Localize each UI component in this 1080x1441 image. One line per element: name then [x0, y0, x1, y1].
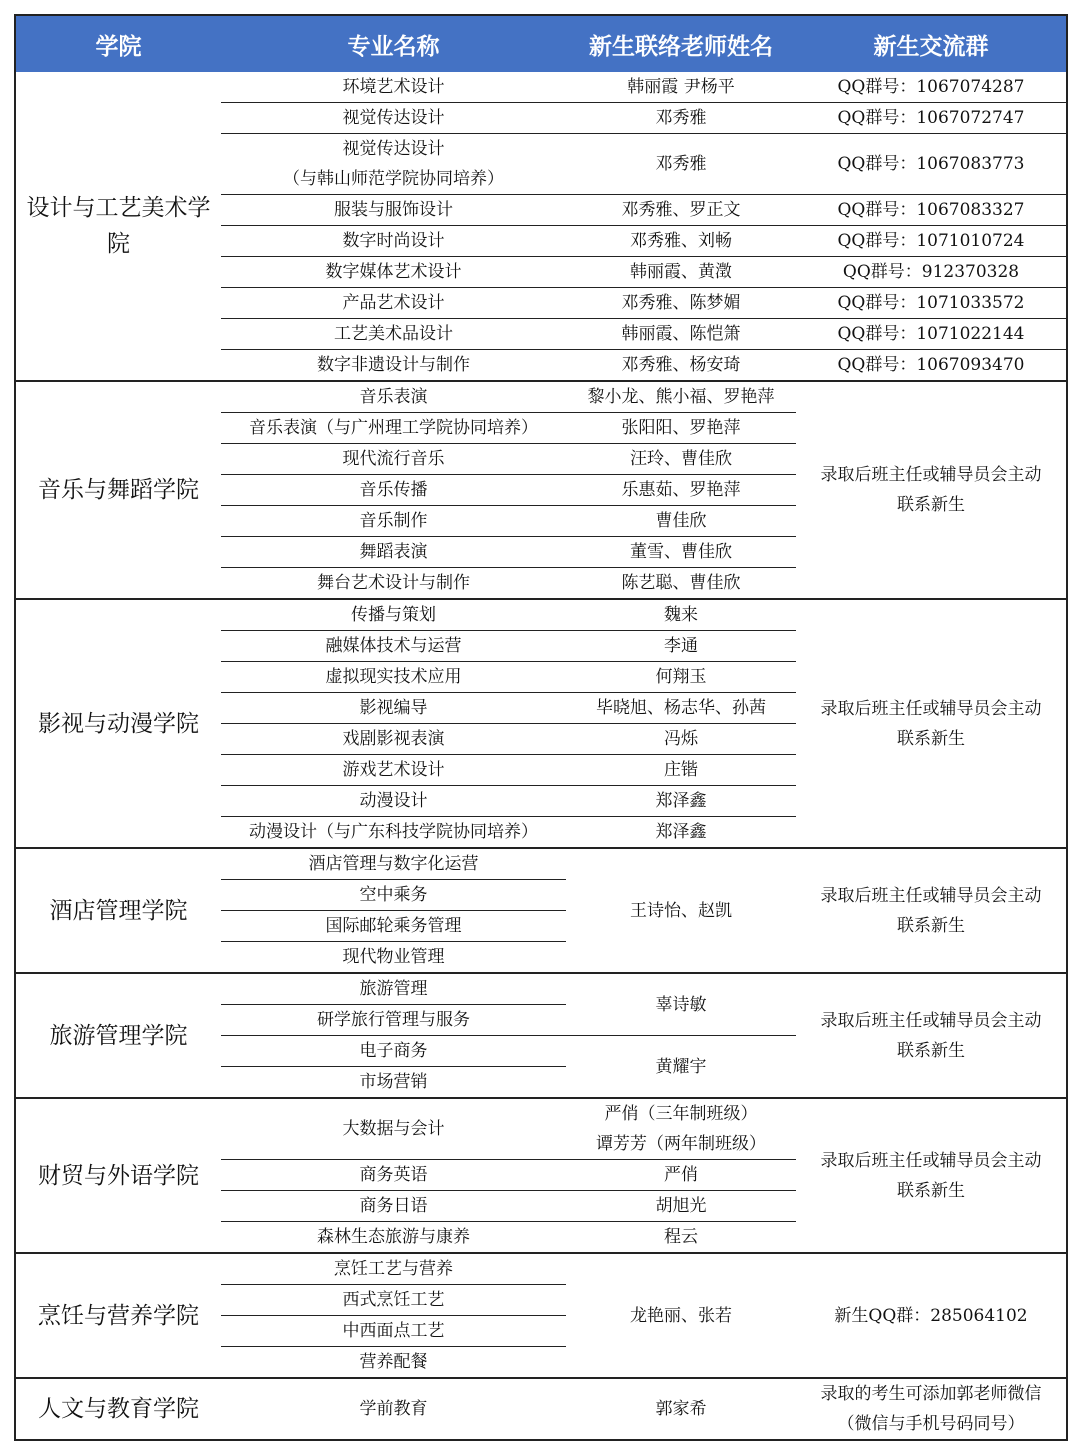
table-row	[15, 381, 1067, 413]
teacher-names	[566, 1098, 796, 1160]
group-info-line: 录取后班主任或辅导员会主动	[820, 1010, 1042, 1031]
table-row	[15, 1098, 1067, 1160]
qq-group: QQ群号：1067074287	[796, 72, 1067, 103]
major-name: 音乐表演（与广州理工学院协同培养）	[221, 413, 566, 444]
major-name: 烹饪工艺与营养	[221, 1253, 566, 1285]
college-name: 设计与工艺美术学院	[15, 72, 221, 381]
group-info-line: （微信与手机号码同号）	[837, 1414, 1025, 1434]
group-info-line: 联系新生	[897, 728, 965, 749]
group-info-line: 录取的考生可添加郭老师微信	[820, 1384, 1042, 1404]
teacher-names: 王诗怡、赵凯	[566, 848, 796, 973]
table-row	[15, 1378, 1067, 1440]
teacher-names: 邓秀雅、陈梦媚	[566, 288, 796, 319]
major-name-line: （与韩山师范学院协同培养）	[283, 169, 504, 189]
teacher-names: 何翔玉	[566, 662, 796, 693]
qq-group: QQ群号：1071010724	[796, 226, 1067, 257]
college-name: 烹饪与营养学院	[15, 1253, 221, 1378]
teacher-names: 龙艳丽、张若	[566, 1253, 796, 1378]
major-name: 影视编导	[221, 693, 566, 724]
major-name: 传播与策划	[221, 599, 566, 631]
teacher-names: 冯烁	[566, 724, 796, 755]
major-name: 现代流行音乐	[221, 444, 566, 475]
major-name: 音乐传播	[221, 475, 566, 506]
qq-group: QQ群号：1067072747	[796, 103, 1067, 134]
table-row	[15, 599, 1067, 631]
major-name: 舞台艺术设计与制作	[221, 568, 566, 600]
table-row	[15, 72, 1067, 103]
group-info	[796, 1378, 1067, 1440]
teacher-names: 乐惠茹、罗艳萍	[566, 475, 796, 506]
teacher-names: 邓秀雅	[566, 103, 796, 134]
teacher-names: 郭家希	[566, 1378, 796, 1440]
teacher-names: 庄锴	[566, 755, 796, 786]
major-name: 戏剧影视表演	[221, 724, 566, 755]
major-name: 游戏艺术设计	[221, 755, 566, 786]
group-info-line: 联系新生	[897, 915, 965, 936]
teacher-names: 韩丽霞、陈恺箫	[566, 319, 796, 350]
major-name: 工艺美术品设计	[221, 319, 566, 350]
teacher-names: 魏来	[566, 599, 796, 631]
group-info-line: 录取后班主任或辅导员会主动	[820, 465, 1042, 485]
qq-group: QQ群号：1071022144	[796, 319, 1067, 350]
major-name: 大数据与会计	[221, 1098, 566, 1160]
major-name: 营养配餐	[221, 1347, 566, 1379]
table-row	[15, 973, 1067, 1005]
major-name: 融媒体技术与运营	[221, 631, 566, 662]
teacher-names: 程云	[566, 1222, 796, 1254]
teacher-names: 张阳阳、罗艳萍	[566, 413, 796, 444]
header-group: 新生交流群	[796, 15, 1067, 72]
college-name: 旅游管理学院	[15, 973, 221, 1098]
major-name: 商务英语	[221, 1160, 566, 1191]
major-name: 空中乘务	[221, 880, 566, 911]
teacher-names: 韩丽霞 尹杨平	[566, 72, 796, 103]
teacher-names: 李通	[566, 631, 796, 662]
teacher-names: 辜诗敏	[566, 973, 796, 1036]
college-name: 人文与教育学院	[15, 1378, 221, 1440]
teacher-names: 汪玲、曹佳欣	[566, 444, 796, 475]
major-name: 虚拟现实技术应用	[221, 662, 566, 693]
major-name: 数字时尚设计	[221, 226, 566, 257]
teacher-names: 黎小龙、熊小福、罗艳萍	[566, 381, 796, 413]
group-info-line: 录取后班主任或辅导员会主动	[820, 885, 1042, 906]
qq-group: QQ群号：1067093470	[796, 350, 1067, 382]
table-row	[15, 1253, 1067, 1285]
major-name: 研学旅行管理与服务	[221, 1005, 566, 1036]
major-name: 音乐制作	[221, 506, 566, 537]
major-name: 音乐表演	[221, 381, 566, 413]
teacher-names: 胡旭光	[566, 1191, 796, 1222]
header-teacher: 新生联络老师姓名	[566, 15, 796, 72]
major-name: 数字媒体艺术设计	[221, 257, 566, 288]
header-major: 专业名称	[221, 15, 566, 72]
major-name-line: 视觉传达设计	[342, 139, 445, 159]
teacher-names: 严俏	[566, 1160, 796, 1191]
teacher-names: 毕晓旭、杨志华、孙茜	[566, 693, 796, 724]
header-row	[15, 15, 1067, 72]
qq-group: QQ群号：1067083327	[796, 195, 1067, 226]
major-name: 森林生态旅游与康养	[221, 1222, 566, 1254]
group-info-line: 联系新生	[897, 1040, 965, 1061]
group-info-line: 录取后班主任或辅导员会主动	[820, 1150, 1042, 1171]
qq-group: QQ群号：912370328	[796, 257, 1067, 288]
teacher-names-line: 严俏（三年制班级）	[604, 1104, 758, 1124]
major-name	[221, 134, 566, 195]
college-name: 酒店管理学院	[15, 848, 221, 973]
table-row	[15, 848, 1067, 880]
teacher-names: 陈艺聪、曹佳欣	[566, 568, 796, 600]
qq-group: QQ群号：1067083773	[796, 134, 1067, 195]
major-name: 国际邮轮乘务管理	[221, 911, 566, 942]
major-name: 中西面点工艺	[221, 1316, 566, 1347]
teacher-names: 郑泽鑫	[566, 817, 796, 849]
major-name: 视觉传达设计	[221, 103, 566, 134]
major-name: 动漫设计（与广东科技学院协同培养）	[221, 817, 566, 849]
major-name: 服装与服饰设计	[221, 195, 566, 226]
major-name: 动漫设计	[221, 786, 566, 817]
teacher-names: 董雪、曹佳欣	[566, 537, 796, 568]
major-name: 西式烹饪工艺	[221, 1285, 566, 1316]
group-info-line: 录取后班主任或辅导员会主动	[820, 698, 1042, 719]
teacher-names: 韩丽霞、黄澂	[566, 257, 796, 288]
major-name: 现代物业管理	[221, 942, 566, 974]
major-name: 电子商务	[221, 1036, 566, 1067]
teacher-names: 邓秀雅、杨安琦	[566, 350, 796, 382]
college-name: 财贸与外语学院	[15, 1098, 221, 1253]
teacher-names: 曹佳欣	[566, 506, 796, 537]
group-info	[796, 599, 1067, 848]
group-info	[796, 973, 1067, 1098]
major-name: 环境艺术设计	[221, 72, 566, 103]
major-name: 学前教育	[221, 1378, 566, 1440]
group-info-line: 联系新生	[897, 1180, 965, 1201]
qq-group: QQ群号：1071033572	[796, 288, 1067, 319]
teacher-names: 郑泽鑫	[566, 786, 796, 817]
teacher-names: 邓秀雅、罗正文	[566, 195, 796, 226]
college-name: 音乐与舞蹈学院	[15, 381, 221, 599]
major-name: 商务日语	[221, 1191, 566, 1222]
teacher-names: 黄耀宇	[566, 1036, 796, 1099]
group-info	[796, 381, 1067, 599]
freshman-contact-table	[14, 14, 1068, 1441]
table-body	[15, 72, 1067, 1440]
teacher-names-line: 谭芳芳（两年制班级）	[596, 1134, 766, 1154]
group-info	[796, 1098, 1067, 1253]
major-name: 产品艺术设计	[221, 288, 566, 319]
major-name: 酒店管理与数字化运营	[221, 848, 566, 880]
major-name: 市场营销	[221, 1067, 566, 1099]
header-college: 学院	[15, 15, 221, 72]
major-name: 旅游管理	[221, 973, 566, 1005]
teacher-names: 邓秀雅、刘畅	[566, 226, 796, 257]
group-info: 新生QQ群：285064102	[796, 1253, 1067, 1378]
major-name: 舞蹈表演	[221, 537, 566, 568]
teacher-names: 邓秀雅	[566, 134, 796, 195]
college-name: 影视与动漫学院	[15, 599, 221, 848]
group-info	[796, 848, 1067, 973]
major-name: 数字非遗设计与制作	[221, 350, 566, 382]
group-info-line: 联系新生	[897, 495, 965, 515]
